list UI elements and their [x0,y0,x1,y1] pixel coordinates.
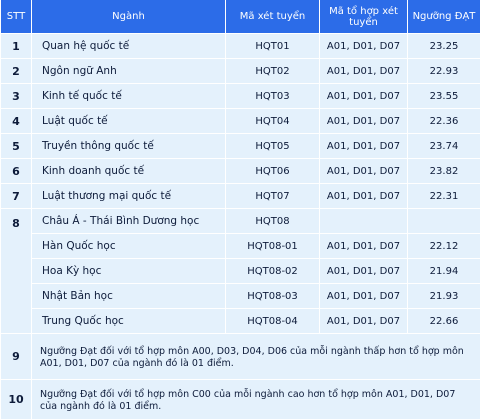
row-major: Kinh tế quốc tế [32,84,226,109]
subrow-threshold: 21.93 [408,284,480,309]
row-code: HQT04 [226,109,320,134]
row-combination: A01, D01, D07 [320,59,408,84]
note-row [1,380,480,420]
row-threshold: 23.74 [408,134,480,159]
row-stt: 7 [1,184,32,209]
row-threshold: 22.36 [408,109,480,134]
table-subrow [1,259,480,284]
table-row [1,34,480,59]
header-stt: STT [1,0,32,34]
note-row [1,334,480,380]
row-code: HQT06 [226,159,320,184]
note-text: Ngưỡng Đạt đối với tổ hợp môn C00 của mỗi ngành cao hơn tổ hợp môn A01, D01, D07 của ngành đó là 01 điểm. [32,380,480,420]
row-major: Luật thương mại quốc tế [32,184,226,209]
table-subrow [1,234,480,259]
subrow-combination: A01, D01, D07 [320,234,408,259]
row-major: Quan hệ quốc tế [32,34,226,59]
row-threshold: 23.55 [408,84,480,109]
row-stt: 5 [1,134,32,159]
header-admission-code: Mã xét tuyển [226,0,320,34]
row-threshold: 22.93 [408,59,480,84]
row-combination: A01, D01, D07 [320,159,408,184]
table-row [1,209,480,234]
row-combination: A01, D01, D07 [320,84,408,109]
row-combination: A01, D01, D07 [320,34,408,59]
table-row [1,134,480,159]
subrow-code: HQT08-04 [226,309,320,334]
row-threshold: 23.25 [408,34,480,59]
header-threshold: Ngưỡng ĐẠT [408,0,480,34]
row-major: Kinh doanh quốc tế [32,159,226,184]
subrow-combination: A01, D01, D07 [320,309,408,334]
subrow-code: HQT08-01 [226,234,320,259]
subrow-combination: A01, D01, D07 [320,284,408,309]
row-stt: 4 [1,109,32,134]
row-stt: 8 [1,209,32,334]
row-threshold: 22.31 [408,184,480,209]
header-subject-combination: Mã tổ hợp xét tuyển [320,0,408,34]
subrow-major: Trung Quốc học [32,309,226,334]
row-combination: A01, D01, D07 [320,109,408,134]
table-subrow [1,284,480,309]
row-stt: 1 [1,34,32,59]
table-subrow [1,309,480,334]
subrow-threshold: 22.12 [408,234,480,259]
subrow-code: HQT08-02 [226,259,320,284]
row-combination [320,209,408,234]
row-major: Truyền thông quốc tế [32,134,226,159]
subrow-threshold: 22.66 [408,309,480,334]
table-row [1,109,480,134]
subrow-major: Hàn Quốc học [32,234,226,259]
note-text: Ngưỡng Đạt đối với tổ hợp môn A00, D03, D04, D06 của mỗi ngành thấp hơn tổ hợp môn A01, D01, D07 của ngành đó là 01 điểm. [32,334,480,380]
row-major: Ngôn ngữ Anh [32,59,226,84]
row-code: HQT07 [226,184,320,209]
row-stt: 2 [1,59,32,84]
row-code: HQT01 [226,34,320,59]
row-threshold [408,209,480,234]
row-code: HQT03 [226,84,320,109]
table-row [1,184,480,209]
row-stt: 6 [1,159,32,184]
table-row [1,59,480,84]
row-code: HQT02 [226,59,320,84]
header-major: Ngành [32,0,226,34]
row-major: Luật quốc tế [32,109,226,134]
table-row [1,84,480,109]
row-code: HQT08 [226,209,320,234]
note-stt: 10 [1,380,32,420]
table-header-row [1,0,480,34]
subrow-major: Nhật Bản học [32,284,226,309]
row-stt: 3 [1,84,32,109]
subrow-code: HQT08-03 [226,284,320,309]
note-stt: 9 [1,334,32,380]
subrow-major: Hoa Kỳ học [32,259,226,284]
row-combination: A01, D01, D07 [320,184,408,209]
row-major: Châu Á - Thái Bình Dương học [32,209,226,234]
subrow-threshold: 21.94 [408,259,480,284]
row-threshold: 23.82 [408,159,480,184]
subrow-combination: A01, D01, D07 [320,259,408,284]
row-code: HQT05 [226,134,320,159]
row-combination: A01, D01, D07 [320,134,408,159]
table-row [1,159,480,184]
